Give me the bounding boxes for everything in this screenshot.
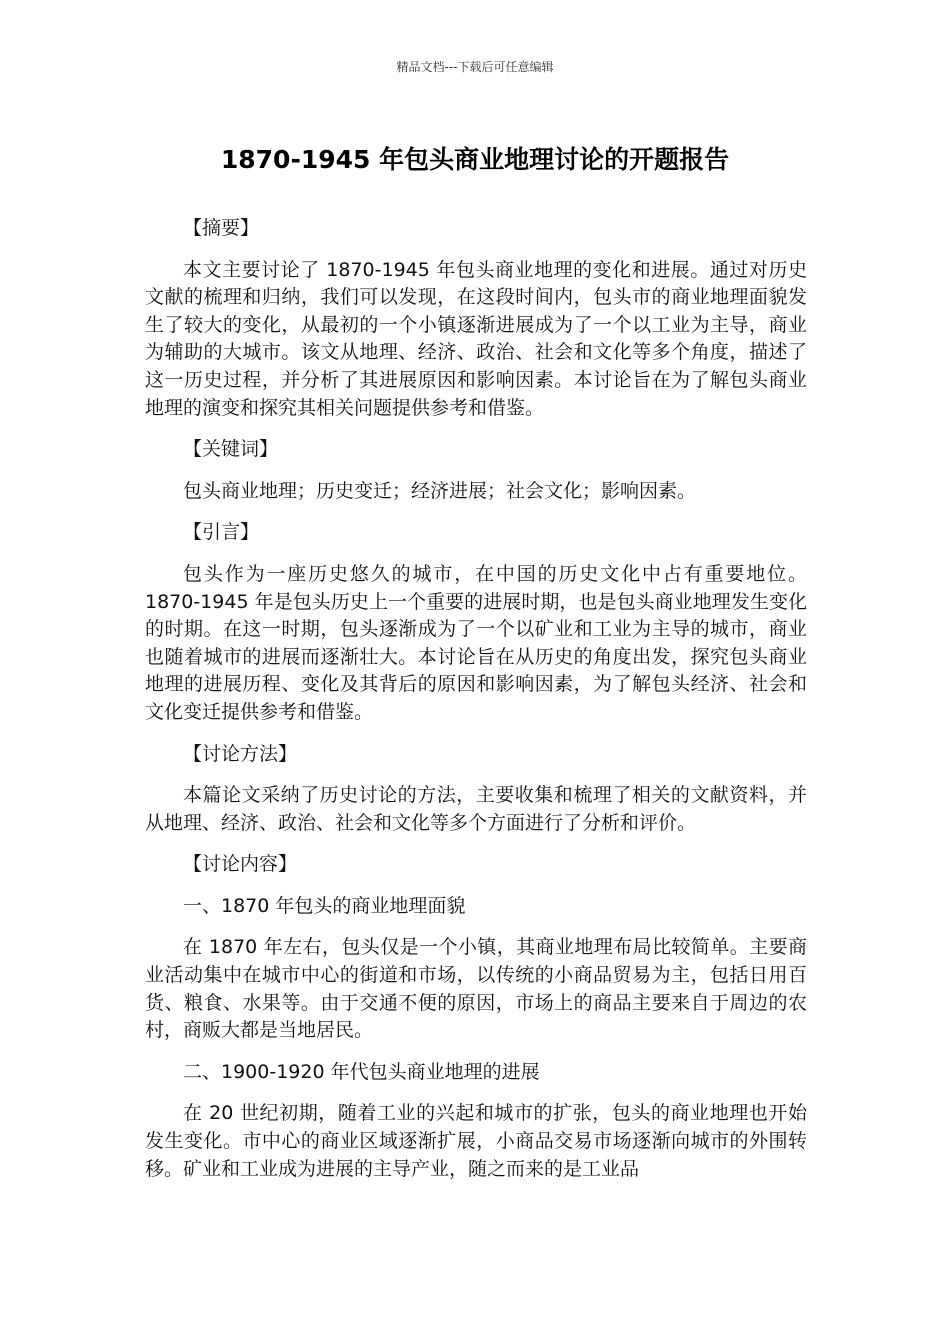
intro-paragraph: 包头作为一座历史悠久的城市，在中国的历史文化中占有重要地位。1870-1945 年是包头历史上一个重要的进展时期，也是包头商业地理发生变化的时期。在这一时期，包头逐渐成为了一个以矿业和工业为主导的城市，商业也随着城市的进展而逐渐壮大。本讨论旨在从历史的角度出发，探究包头商业地理的进展历程、变化及其背后的原因和影响因素，为了解包头经济、社会和文化变迁提供参考和借鉴。	[145, 562, 807, 723]
document-title: 1870-1945 年包头商业地理讨论的开题报告	[220, 145, 730, 174]
abstract-paragraph: 本文主要讨论了 1870-1945 年包头商业地理的变化和进展。通过对历史文献的梳理和归纳，我们可以发现，在这段时间内，包头市的商业地理面貌发生了较大的变化，从最初的一个小镇逐渐进展成为了一个以工业为主导，商业为辅助的大城市。该文从地理、经济、政治、社会和文化等多个角度，描述了这一历史过程，并分析了其进展原因和影响因素。本讨论旨在为了解包头商业地理的演变和探究其相关问题提供参考和借鉴。	[145, 258, 807, 419]
content-heading: 【讨论内容】	[183, 853, 298, 876]
intro-heading: 【引言】	[183, 521, 260, 544]
page-header: 精品文档---下载后可任意编辑	[396, 60, 554, 74]
method-heading: 【讨论方法】	[183, 742, 298, 765]
document-body	[145, 215, 807, 1197]
part2-paragraph: 在 20 世纪初期，随着工业的兴起和城市的扩张，包头的商业地理也开始发生变化。市中心的商业区域逐渐扩展，小商品交易市场逐渐向城市的外围转移。矿业和工业成为进展的主导产业，随之而来的是工业品	[145, 1102, 807, 1180]
part1-heading: 一、1870 年包头的商业地理面貌	[183, 894, 466, 917]
keywords-paragraph: 包头商业地理；历史变迁；经济进展；社会文化；影响因素。	[183, 479, 697, 502]
method-paragraph: 本篇论文采纳了历史讨论的方法，主要收集和梳理了相关的文献资料，并从地理、经济、政治、社会和文化等多个方面进行了分析和评价。	[145, 784, 807, 834]
part2-heading: 二、1900-1920 年代包头商业地理的进展	[183, 1060, 540, 1083]
part1-paragraph: 在 1870 年左右，包头仅是一个小镇，其商业地理布局比较简单。主要商业活动集中在城市中心的街道和市场，以传统的小商品贸易为主，包括日用百货、粮食、水果等。由于交通不便的原因，市场上的商品主要来自于周边的农村，商贩大都是当地居民。	[145, 936, 807, 1042]
abstract-heading: 【摘要】	[183, 217, 260, 239]
keywords-heading: 【关键词】	[183, 438, 279, 461]
